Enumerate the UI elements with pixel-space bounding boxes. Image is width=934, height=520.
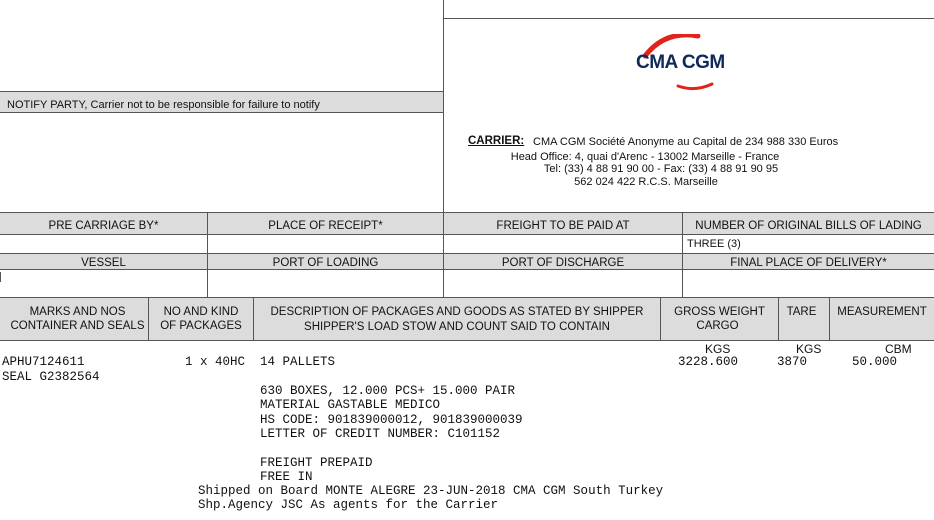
pre-carriage-header: PRE CARRIAGE BY* — [48, 220, 159, 232]
description-header-2: SHIPPER'S LOAD STOW AND COUNT SAID TO CONTAIN — [304, 321, 610, 333]
notify-party-label: NOTIFY PARTY, Carrier not to be responsible for failure to notify — [7, 99, 320, 111]
measurement-value: 50.000 — [852, 355, 898, 369]
kind-header-2: OF PACKAGES — [160, 320, 242, 332]
freight-paid-at-header: FREIGHT TO BE PAID AT — [496, 220, 630, 232]
num-originals-value: THREE (3) — [687, 238, 741, 250]
divider — [0, 212, 934, 213]
final-place-header: FINAL PLACE OF DELIVERY* — [730, 257, 887, 269]
divider — [0, 253, 934, 254]
gross-weight-unit: KGS — [705, 342, 731, 356]
shipped-on-board-line: Shipped on Board MONTE ALEGRE 23-JUN-2018 CMA CGM South Turkey — [198, 484, 664, 498]
divider — [0, 234, 934, 235]
carrier-label: CARRIER: — [468, 135, 525, 147]
agency-line: Shp.Agency JSC As agents for the Carrier — [198, 498, 499, 512]
tare-value: 3870 — [777, 355, 808, 369]
gross-weight-header-1: GROSS WEIGHT — [674, 306, 765, 318]
divider — [0, 112, 444, 113]
measurement-header: MEASUREMENT — [837, 306, 927, 318]
container-number: APHU7124611 — [2, 355, 85, 369]
num-originals-header: NUMBER OF ORIGINAL BILLS OF LADING — [695, 220, 922, 232]
marks-header-1: MARKS AND NOS — [29, 306, 126, 318]
measurement-unit: CBM — [885, 342, 912, 356]
description-line: 630 BOXES, 12.000 PCS+ 15.000 PAIR — [260, 384, 516, 398]
tare-unit: KGS — [796, 342, 822, 356]
tare-header: TARE — [786, 306, 817, 318]
freight-line: FREIGHT PREPAID — [260, 456, 373, 470]
package-count: 1 x 40HC — [185, 355, 246, 369]
place-receipt-header: PLACE OF RECEIPT* — [268, 220, 383, 232]
carrier-line-2: Head Office: 4, quai d'Arenc - 13002 Marseille - France — [510, 151, 780, 163]
description-header-1: DESCRIPTION OF PACKAGES AND GOODS AS STATED BY SHIPPER — [270, 306, 644, 318]
seal-number: SEAL G2382564 — [2, 370, 100, 384]
port-discharge-header: PORT OF DISCHARGE — [501, 257, 625, 269]
freight-line: FREE IN — [260, 470, 313, 484]
divider — [0, 340, 934, 341]
description-line: LETTER OF CREDIT NUMBER: C101152 — [260, 427, 501, 441]
logo-text: CMA CGM — [636, 52, 725, 73]
carrier-line-1: CMA CGM Société Anonyme au Capital de 234 988 330 Euros — [533, 136, 839, 148]
gross-weight-header-2: CARGO — [696, 320, 739, 332]
kind-header-1: NO AND KIND — [163, 306, 239, 318]
pallet-count: 14 PALLETS — [260, 355, 336, 369]
port-loading-header: PORT OF LOADING — [272, 257, 379, 269]
carrier-line-4: 562 024 422 R.C.S. Marseille — [574, 176, 718, 188]
divider — [0, 272, 1, 282]
carrier-line-3: Tel: (33) 4 88 91 90 00 - Fax: (33) 4 88 91 90 95 — [543, 163, 779, 175]
divider — [444, 18, 934, 19]
gross-weight-value: 3228.600 — [678, 355, 739, 369]
marks-header-2: CONTAINER AND SEALS — [10, 320, 145, 332]
vessel-header: VESSEL — [81, 257, 126, 269]
description-line: MATERIAL GASTABLE MEDICO — [260, 398, 441, 412]
divider — [0, 297, 934, 298]
divider — [0, 91, 444, 92]
description-line: HS CODE: 901839000012, 901839000039 — [260, 413, 523, 427]
